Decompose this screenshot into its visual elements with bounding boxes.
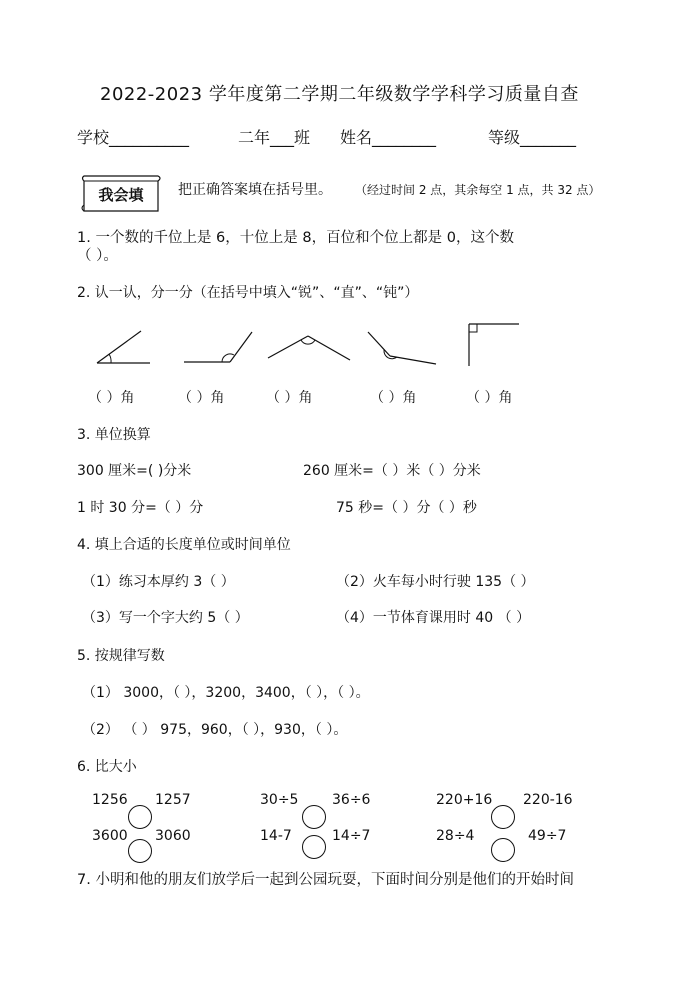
q6-right-5: 14÷7 <box>332 828 371 844</box>
q3-item-3: 1 时 30 分=（ ）分 <box>77 500 204 516</box>
q5-title: 5. 按规律写数 <box>77 648 165 664</box>
obtuse-angle-figure-2 <box>266 330 352 364</box>
section-instruction: 把正确答案填在括号里。 <box>178 182 332 198</box>
grade-field: 等级_______ <box>488 128 577 147</box>
q3-item-2: 260 厘米=（ ）米（ ）分米 <box>303 463 481 479</box>
compare-circle[interactable] <box>491 805 515 829</box>
q4-item-3: （3）写一个字大约 5（ ） <box>82 610 249 626</box>
right-angle-figure <box>465 320 521 368</box>
q6-right-1: 1257 <box>155 792 191 808</box>
section-badge-label: 我会填 <box>98 186 144 204</box>
q2-answer-2: （ ）角 <box>178 390 225 406</box>
q3-item-4: 75 秒=（ ）分（ ）秒 <box>336 500 477 516</box>
compare-circle[interactable] <box>302 835 326 859</box>
compare-circle[interactable] <box>302 805 326 829</box>
q6-right-6: 49÷7 <box>528 828 567 844</box>
q5-line2: （2） （ ） 975，960，（ ），930，（ ）。 <box>82 722 348 738</box>
compare-circle[interactable] <box>128 839 152 863</box>
q6-left-5: 14-7 <box>260 828 292 844</box>
q4-item-1: （1）练习本厚约 3（ ） <box>82 574 235 590</box>
q7-title: 7. 小明和他的朋友们放学后一起到公园玩耍，下面时间分别是他们的开始时间 <box>77 872 574 888</box>
q6-left-1: 1256 <box>92 792 128 808</box>
q5-line1: （1） 3000，（ ），3200，3400，（ ），（ ）。 <box>82 685 370 701</box>
q2-answer-3: （ ）角 <box>266 390 313 406</box>
q6-left-6: 28÷4 <box>436 828 475 844</box>
compare-circle[interactable] <box>128 805 152 829</box>
section-badge <box>78 175 164 213</box>
q1-line2: （ ）。 <box>77 248 118 264</box>
obtuse-angle-figure-3 <box>364 328 438 368</box>
q6-left-2: 30÷5 <box>260 792 299 808</box>
name-field: 姓名________ <box>340 128 437 147</box>
q1-line1: 1. 一个数的千位上是 6，十位上是 8，百位和个位上都是 0，这个数 <box>77 230 514 246</box>
q6-right-2: 36÷6 <box>332 792 371 808</box>
page-title: 2022-2023 学年度第二学期二年级数学学科学习质量自查 <box>100 84 579 105</box>
section-note: （经过时间 2 点，其余每空 1 点，共 32 点） <box>355 183 601 197</box>
q2-answer-1: （ ）角 <box>88 390 135 406</box>
q4-item-4: （4）一节体育课用时 40 （ ） <box>336 610 531 626</box>
class-field: 二年___班 <box>238 128 311 147</box>
q2-answer-4: （ ）角 <box>370 390 417 406</box>
school-field: 学校__________ <box>77 128 190 147</box>
q6-left-3: 220+16 <box>436 792 493 808</box>
q6-title: 6. 比大小 <box>77 759 137 775</box>
q3-item-1: 300 厘米=( )分米 <box>77 463 192 479</box>
acute-angle-figure <box>95 327 155 367</box>
q4-item-2: （2）火车每小时行驶 135（ ） <box>336 574 535 590</box>
q2-answer-5: （ ）角 <box>466 390 513 406</box>
q6-right-3: 220-16 <box>523 792 573 808</box>
q2-title: 2. 认一认，分一分（在括号中填入“锐”、“直”、“钝”） <box>77 285 419 301</box>
q6-right-4: 3060 <box>155 828 191 844</box>
q3-title: 3. 单位换算 <box>77 427 151 443</box>
q6-left-4: 3600 <box>92 828 128 844</box>
obtuse-angle-figure-1 <box>182 328 254 368</box>
q4-title: 4. 填上合适的长度单位或时间单位 <box>77 537 291 553</box>
compare-circle[interactable] <box>491 838 515 862</box>
